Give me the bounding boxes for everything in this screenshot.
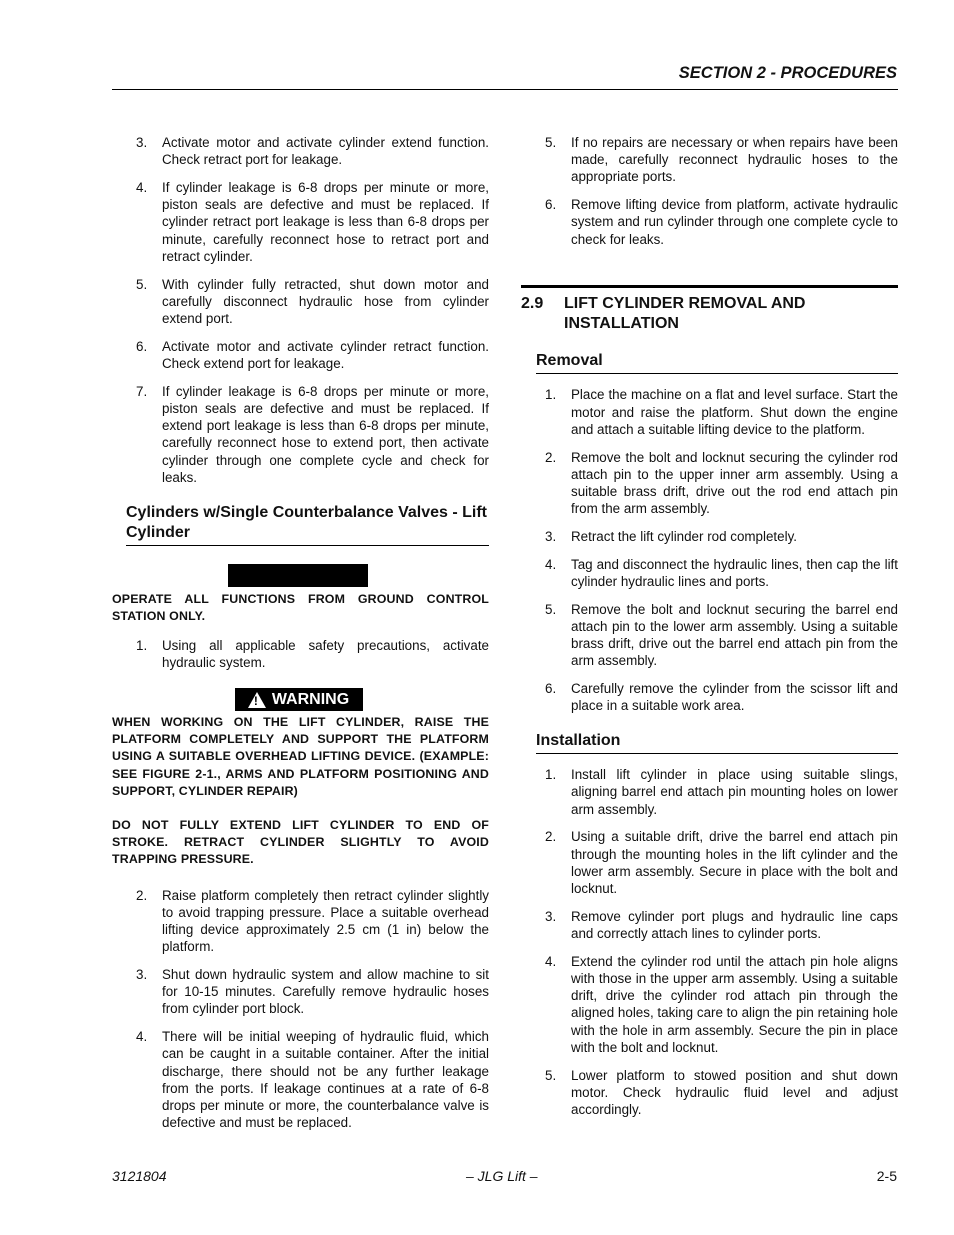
caution-text: OPERATE ALL FUNCTIONS FROM GROUND CONTROL STATION ONLY. xyxy=(112,591,489,623)
section-number: 2.9 xyxy=(521,295,544,313)
list-item: 2. Raise platform completely then retract cylinder slightly to avoid trapping pressure. Place a suitable overhead lifting device approximately 2.5 cm (1 in) below the platform. xyxy=(136,887,489,955)
warning-triangle-icon: ! xyxy=(248,692,266,708)
right-column xyxy=(521,134,898,1129)
list-item: 3. Shut down hydraulic system and allow machine to sit for 10-15 minutes. Carefully remove hydraulic hoses from cylinder port block. xyxy=(136,967,489,1017)
steps-list-a xyxy=(112,134,489,486)
list-item: 4. Tag and disconnect the hydraulic lines, then cap the lift cylinder hydraulic lines and ports. xyxy=(545,556,898,590)
warning-label: WARNING xyxy=(271,690,350,708)
installation-heading: Installation xyxy=(536,731,898,754)
installation-steps xyxy=(521,766,898,1118)
doc-number: 3121804 xyxy=(112,1168,167,1184)
list-item: 6. Carefully remove the cylinder from the scissor lift and place in a suitable work area. xyxy=(545,681,898,714)
list-item: 5. If no repairs are necessary or when repairs have been made, carefully reconnect hydraulic hoses to the appropriate ports. xyxy=(545,135,898,185)
list-item: 1. Install lift cylinder in place using suitable slings, aligning barrel end attach pin mounting holes on lower arm assembly. xyxy=(545,767,898,817)
list-item: 1. Place the machine on a flat and level surface. Start the motor and raise the platform. Shut down the engine and attach a suitable lifting device to the platform. xyxy=(545,387,898,437)
footer-brand: – JLG Lift – xyxy=(466,1168,538,1184)
list-item: 5. Lower platform to stowed position and shut down motor. Check hydraulic fluid level and adjust accordingly. xyxy=(545,1067,898,1118)
list-item: 5. With cylinder fully retracted, shut down motor and carefully disconnect hydraulic hose from cylinder extend port. xyxy=(136,276,489,327)
list-item: 5. Remove the bolt and locknut securing the barrel end attach pin to the lower arm assembly. Using a suitable brass drift, drive out the barrel end attach pin from the arm assembly. xyxy=(545,601,898,669)
removal-steps xyxy=(521,386,898,714)
steps-list-right-a xyxy=(521,134,898,248)
list-item: 4. There will be initial weeping of hydraulic fluid, which can be caught in a suitable container. After the initial discharge, there should not be any further leakage from the ports. If leakage continues at a rate of 6-8 drops per minute or more, the counterbalance valve is defective and must be replaced. xyxy=(136,1029,489,1131)
warning-text: DO NOT FULLY EXTEND LIFT CYLINDER TO END OF STROKE. RETRACT CYLINDER SLIGHTLY TO AVOID TRAPPING PRESSURE. xyxy=(112,818,489,867)
list-item: 3. Retract the lift cylinder rod completely. xyxy=(545,529,797,545)
warning-text: WHEN WORKING ON THE LIFT CYLINDER, RAISE THE PLATFORM COMPLETELY AND SUPPORT THE PLATFORM USING A SUITABLE OVERHEAD LIFTING DEVICE. (EXAMPLE: SEE FIGURE 2-1., ARMS AND PLATFORM POSITIONING AND SUPPORT, CYLINDER REPAIR) xyxy=(112,715,489,798)
removal-heading: Removal xyxy=(536,351,898,374)
list-item: 4. Extend the cylinder rod until the attach pin hole aligns with those in the upper arm assembly. Using a suitable drift, drive the cylinder rod attach pin through the aligned holes, taking care to align the pin retaining hole with the hole in arm assembly. Secure the pin in place with the bolt and locknut. xyxy=(545,953,898,1055)
header-rule xyxy=(112,89,898,90)
section-header: SECTION 2 - PROCEDURES xyxy=(678,64,897,82)
list-item: 1. Using all applicable safety precautions, activate hydraulic system. xyxy=(136,638,489,671)
list-item: 4. If cylinder leakage is 6-8 drops per minute or more, piston seals are defective and must be replaced. If cylinder retract port leakage is less than 6-8 drops per minute, carefully reconnect hose to retract port and retract cylinder. xyxy=(136,180,489,264)
list-item: 2. Remove the bolt and locknut securing the cylinder rod attach pin to the upper inner arm assembly. Using a suitable brass drift, drive out the rod end attach pin from the arm assembly. xyxy=(545,449,898,517)
list-item: 6. Activate motor and activate cylinder retract function. Check extend port for leakage. xyxy=(136,338,489,372)
section-title: LIFT CYLINDER REMOVAL AND INSTALLATION xyxy=(564,295,806,333)
list-item: 2. Using a suitable drift, drive the barrel end attach pin through the mounting holes in the lift cylinder and the lower arm assembly. Secure in place with the bolt and locknut. xyxy=(545,829,898,897)
steps-list-b xyxy=(112,637,489,671)
left-column xyxy=(112,134,489,1142)
list-item: 6. Remove lifting device from platform, activate hydraulic system and run cylinder through one complete cycle to check for leaks. xyxy=(545,197,898,247)
warning-banner xyxy=(235,688,363,711)
caution-bar xyxy=(228,564,368,587)
list-item: 3. Activate motor and activate cylinder extend function. Check retract port for leakage. xyxy=(136,135,489,168)
list-item: 7. If cylinder leakage is 6-8 drops per minute or more, piston seals are defective and must be replaced. If extend port leakage is less than 6-8 drops per minute, carefully reconnect hose to extend port, then activate cylinder through one complete cycle and check for leaks. xyxy=(136,383,489,485)
section-heading xyxy=(521,285,898,334)
list-item: 3. Remove cylinder port plugs and hydraulic line caps and correctly attach lines to cylinder ports. xyxy=(545,908,898,942)
steps-list-c xyxy=(112,887,489,1132)
page-number: 2-5 xyxy=(876,1168,897,1184)
subsection-heading: Cylinders w/Single Counterbalance Valves - Lift Cylinder xyxy=(126,503,489,546)
